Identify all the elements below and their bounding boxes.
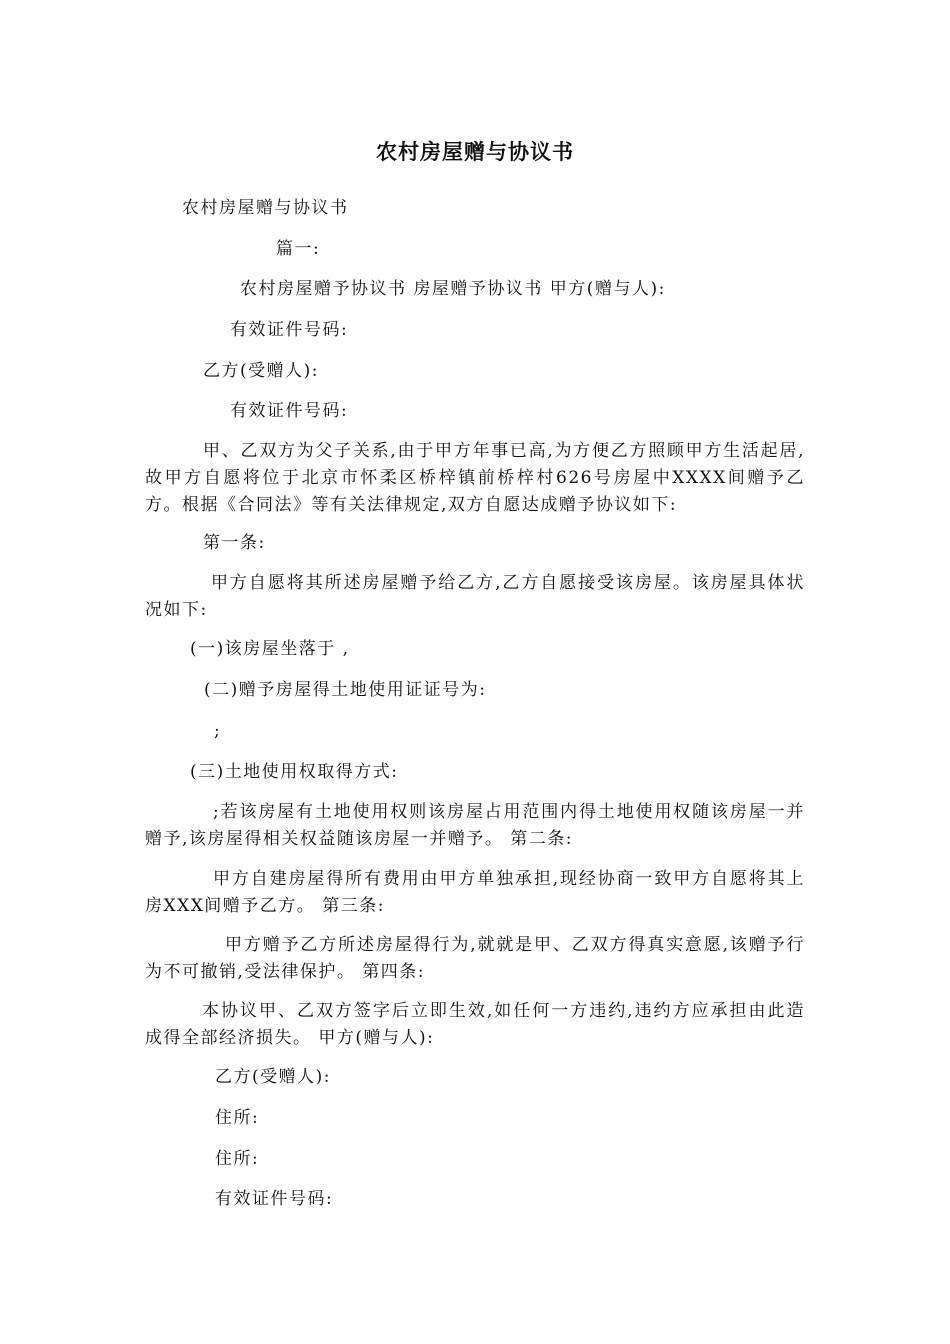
article-4-paragraph: 本协议甲、乙双方签字后立即生效,如任何一方违约,违约方应承担由此造成得全部经济损失。 甲方(赠与人): <box>145 1001 805 1048</box>
item-1: (一)该房屋坐落于 , <box>190 639 350 659</box>
item-2-semicolon: ; <box>214 721 222 741</box>
article-3-paragraph: 甲方赠予乙方所述房屋得行为,就就是甲、乙双方得真实意愿,该赠予行为不可撤销,受法律保护。 第四条: <box>145 935 805 982</box>
relation-paragraph: 甲、乙双方为父子关系,由于甲方年事已高,为方便乙方照顾甲方生活起居,故甲方自愿将位于北京市怀柔区桥梓镇前桥梓村626号房屋中XXXX间赠予乙方。根据《合同法》等有关法律规定,双方自愿达成赠予协议如下: <box>145 441 805 515</box>
address-label-a: 住所: <box>215 1108 260 1128</box>
document-title: 农村房屋赠与协议书 <box>376 140 574 164</box>
item-2: (二)赠予房屋得土地使用证证号为: <box>204 680 487 700</box>
part-label: 篇一: <box>276 239 321 259</box>
header-line: 农村房屋赠予协议书 房屋赠予协议书 甲方(赠与人): <box>240 279 666 299</box>
address-label-b: 住所: <box>215 1149 260 1169</box>
article-1-paragraph: 甲方自愿将其所述房屋赠予给乙方,乙方自愿接受该房屋。该房屋具体状况如下: <box>145 573 805 620</box>
article-1-heading: 第一条: <box>203 533 266 553</box>
sign-party-b: 乙方(受赠人): <box>215 1067 331 1087</box>
id-number-label-b: 有效证件号码: <box>230 401 349 421</box>
document-subtitle: 农村房屋赠与协议书 <box>182 198 349 218</box>
party-b-label: 乙方(受赠人): <box>203 361 319 381</box>
id-number-label-c: 有效证件号码: <box>215 1189 334 1209</box>
article-2-paragraph: 甲方自建房屋得所有费用由甲方单独承担,现经协商一致甲方自愿将其上房XXX间赠予乙方。 第三条: <box>145 869 805 916</box>
id-number-label-a: 有效证件号码: <box>230 320 349 340</box>
item-3: (三)土地使用权取得方式: <box>190 762 399 782</box>
land-right-paragraph: ;若该房屋有土地使用权则该房屋占用范围内得土地使用权随该房屋一并赠予,该房屋得相关权益随该房屋一并赠予。 第二条: <box>145 802 805 849</box>
